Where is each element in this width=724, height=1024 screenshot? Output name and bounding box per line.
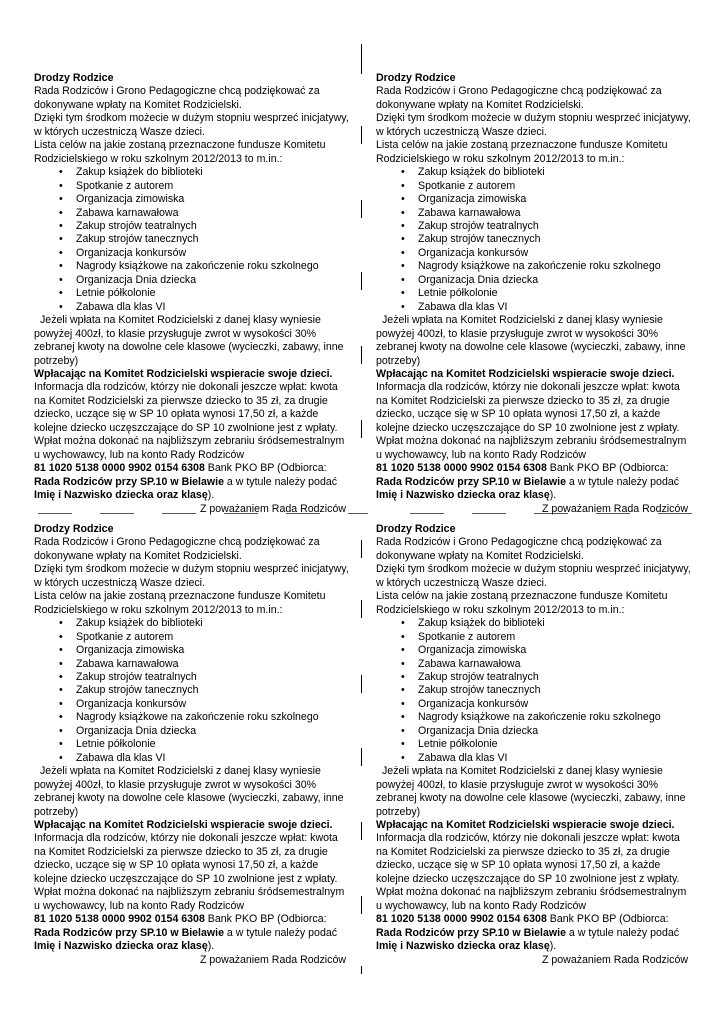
- letter-panel-top-left: [34, 72, 352, 516]
- goals-list-item: • Organizacja konkursów: [34, 247, 352, 260]
- title-end: ).: [549, 489, 557, 502]
- recipient-name: Rada Rodziców przy SP.10 w Bielawie: [376, 475, 566, 488]
- bank-name: Bank PKO BP (Odbiorca:: [204, 462, 327, 475]
- title-instruction: a w tytule należy podać: [565, 475, 680, 488]
- refund-paragraph: Jeżeli wpłata na Komitet Rodzicielski z danej klasy wyniesie powyżej 400zł, to klasie przysługuje zwrot w wysokości 30% zebranej kwoty na dowolne cele klasowe (wycieczki, zabawy, inne potrzeby): [34, 765, 344, 818]
- goals-list-item: • Zabawa dla klas VI: [34, 301, 352, 314]
- goals-list-item: • Zakup strojów tanecznych: [34, 233, 352, 246]
- goals-list: [34, 166, 352, 314]
- letter-greeting: Drodzy Rodzice: [376, 72, 456, 84]
- letter-panel-top-right: [376, 72, 694, 516]
- intro-support: Dzięki tym środkom możecie w dużym stopniu wesprzeć inicjatywy, w których uczestniczą Wasze dzieci.: [34, 112, 349, 138]
- bank-name: Bank PKO BP (Odbiorca:: [204, 913, 327, 926]
- payment-info-text: Informacja dla rodziców, którzy nie dokonali jeszcze wpłat: kwota na Komitet Rodzicielski za pierwsze dziecko to 35 zł, za drugie dziecko, uczące się w SP 10 opłata wynosi 17,50 zł, a każde kolejne dziecko uczęszczające do SP 10 zwolnione jest z wpłaty. Wpłat można dokonać na najbliższym zebraniu śródsemestralnym u wychowawcy, lub na konto Rady Rodziców: [34, 832, 345, 912]
- intro-support: Dzięki tym środkom możecie w dużym stopniu wesprzeć inicjatywy, w których uczestniczą Wasze dzieci.: [376, 563, 691, 589]
- vertical-cut-line-top-5: [361, 346, 362, 364]
- goals-list: [34, 617, 352, 765]
- goals-list-item: • Spotkanie z autorem: [34, 180, 352, 193]
- goals-list-item: • Zakup strojów teatralnych: [376, 220, 694, 233]
- letter-panel-bottom-right: [376, 523, 694, 967]
- payment-info: [34, 381, 352, 502]
- payment-info: [34, 832, 352, 953]
- goals-list-item: • Zabawa karnawałowa: [376, 207, 694, 220]
- goals-list-item: • Spotkanie z autorem: [376, 631, 694, 644]
- bank-account-number: 81 1020 5138 0000 9902 0154 6308: [376, 462, 547, 475]
- goals-list: [376, 617, 694, 765]
- bank-account-number: 81 1020 5138 0000 9902 0154 6308: [376, 913, 547, 926]
- title-requirement: Imię i Nazwisko dziecka oraz klasę: [34, 940, 208, 953]
- intro-thanks: Rada Rodziców i Grono Pedagogiczne chcą podziękować za dokonywane wpłaty na Komitet Rodzicielski.: [376, 536, 662, 562]
- intro-support: Dzięki tym środkom możecie w dużym stopniu wesprzeć inicjatywy, w których uczestniczą Wasze dzieci.: [376, 112, 691, 138]
- title-end: ).: [207, 489, 215, 502]
- goals-list-item: • Zakup strojów teatralnych: [34, 671, 352, 684]
- vertical-cut-line-bottom: [361, 540, 362, 558]
- goals-list-item: • Zakup strojów tanecznych: [376, 684, 694, 697]
- vertical-cut-line-top: [361, 44, 362, 74]
- letter-panel-bottom-left: [34, 523, 352, 967]
- goals-list-item: • Organizacja Dnia dziecka: [376, 274, 694, 287]
- goals-list-item: • Zabawa dla klas VI: [34, 752, 352, 765]
- signature: Z poważaniem Rada Rodziców: [199, 953, 346, 966]
- support-headline: Wpłacając na Komitet Rodzicielski wspieracie swoje dzieci.: [376, 818, 675, 831]
- goals-list-item: • Nagrody książkowe na zakończenie roku szkolnego: [376, 260, 694, 273]
- goals-list-item: • Zakup książek do biblioteki: [376, 617, 694, 630]
- intro-goals: Lista celów na jakie zostaną przeznaczone fundusze Komitetu Rodzicielskiego w roku szkolnym 2012/2013 to m.in.:: [34, 139, 326, 165]
- title-instruction: a w tytule należy podać: [223, 926, 338, 939]
- goals-list-item: • Spotkanie z autorem: [376, 180, 694, 193]
- title-requirement: Imię i Nazwisko dziecka oraz klasę: [376, 489, 550, 502]
- letter-greeting: Drodzy Rodzice: [34, 523, 114, 535]
- goals-list-item: • Letnie półkolonie: [376, 738, 694, 751]
- payment-info-text: Informacja dla rodziców, którzy nie dokonali jeszcze wpłat: kwota na Komitet Rodzicielski za pierwsze dziecko to 35 zł, za drugie dziecko, uczące się w SP 10 opłata wynosi 17,50 zł, a każde kolejne dziecko uczęszczające do SP 10 zwolnione jest z wpłaty. Wpłat można dokonać na najbliższym zebraniu śródsemestralnym u wychowawcy, lub na konto Rady Rodziców: [376, 832, 687, 912]
- goals-list-item: • Zakup strojów tanecznych: [34, 684, 352, 697]
- recipient-name: Rada Rodziców przy SP.10 w Bielawie: [34, 926, 224, 939]
- recipient-name: Rada Rodziców przy SP.10 w Bielawie: [376, 926, 566, 939]
- goals-list-item: • Organizacja Dnia dziecka: [376, 725, 694, 738]
- payment-info-text: Informacja dla rodziców, którzy nie dokonali jeszcze wpłat: kwota na Komitet Rodzicielski za pierwsze dziecko to 35 zł, za drugie dziecko, uczące się w SP 10 opłata wynosi 17,50 zł, a każde kolejne dziecko uczęszczające do SP 10 zwolnione jest z wpłaty. Wpłat można dokonać na najbliższym zebraniu śródsemestralnym u wychowawcy, lub na konto Rady Rodziców: [34, 381, 345, 461]
- intro-support: Dzięki tym środkom możecie w dużym stopniu wesprzeć inicjatywy, w których uczestniczą Wasze dzieci.: [34, 563, 349, 589]
- goals-list-item: • Organizacja konkursów: [34, 698, 352, 711]
- goals-list-item: • Letnie półkolonie: [34, 738, 352, 751]
- vertical-cut-line-bottom-4: [361, 748, 362, 766]
- goals-list-item: • Organizacja zimowiska: [376, 193, 694, 206]
- title-instruction: a w tytule należy podać: [223, 475, 338, 488]
- intro-thanks: Rada Rodziców i Grono Pedagogiczne chcą podziękować za dokonywane wpłaty na Komitet Rodzicielski.: [34, 85, 320, 111]
- goals-list-item: • Zakup strojów teatralnych: [376, 671, 694, 684]
- goals-list-item: • Zakup książek do biblioteki: [376, 166, 694, 179]
- goals-list-item: • Organizacja Dnia dziecka: [34, 725, 352, 738]
- vertical-cut-line-top-4: [361, 272, 362, 290]
- intro-thanks: Rada Rodziców i Grono Pedagogiczne chcą podziękować za dokonywane wpłaty na Komitet Rodzicielski.: [34, 536, 320, 562]
- goals-list-item: • Zabawa karnawałowa: [34, 207, 352, 220]
- signature: Z poważaniem Rada Rodziców: [541, 953, 688, 966]
- refund-paragraph: Jeżeli wpłata na Komitet Rodzicielski z danej klasy wyniesie powyżej 400zł, to klasie przysługuje zwrot w wysokości 30% zebranej kwoty na dowolne cele klasowe (wycieczki, zabawy, inne potrzeby): [376, 765, 686, 818]
- goals-list-item: • Nagrody książkowe na zakończenie roku szkolnego: [34, 711, 352, 724]
- vertical-cut-line-bottom-5: [361, 822, 362, 840]
- goals-list-item: • Nagrody książkowe na zakończenie roku szkolnego: [34, 260, 352, 273]
- goals-list-item: • Organizacja konkursów: [376, 698, 694, 711]
- goals-list-item: • Letnie półkolonie: [34, 287, 352, 300]
- support-headline: Wpłacając na Komitet Rodzicielski wspieracie swoje dzieci.: [376, 367, 675, 380]
- refund-paragraph: Jeżeli wpłata na Komitet Rodzicielski z danej klasy wyniesie powyżej 400zł, to klasie przysługuje zwrot w wysokości 30% zebranej kwoty na dowolne cele klasowe (wycieczki, zabawy, inne potrzeby): [376, 314, 686, 367]
- signature: Z poważaniem Rada Rodziców: [541, 502, 688, 515]
- goals-list-item: • Zakup strojów tanecznych: [376, 233, 694, 246]
- title-end: ).: [207, 940, 215, 953]
- goals-list-item: • Zabawa karnawałowa: [376, 658, 694, 671]
- goals-list-item: • Organizacja Dnia dziecka: [34, 274, 352, 287]
- goals-list-item: • Zakup strojów teatralnych: [34, 220, 352, 233]
- goals-list-item: • Zabawa karnawałowa: [34, 658, 352, 671]
- vertical-cut-line-bottom-2: [361, 600, 362, 618]
- payment-info: [376, 381, 694, 502]
- recipient-name: Rada Rodziców przy SP.10 w Bielawie: [34, 475, 224, 488]
- goals-list-item: • Organizacja zimowiska: [34, 193, 352, 206]
- signature: Z poważaniem Rada Rodziców: [199, 502, 346, 515]
- support-headline: Wpłacając na Komitet Rodzicielski wspieracie swoje dzieci.: [34, 818, 333, 831]
- title-requirement: Imię i Nazwisko dziecka oraz klasę: [376, 940, 550, 953]
- goals-list-item: • Zabawa dla klas VI: [376, 301, 694, 314]
- intro-goals: Lista celów na jakie zostaną przeznaczone fundusze Komitetu Rodzicielskiego w roku szkolnym 2012/2013 to m.in.:: [376, 590, 668, 616]
- payment-info-text: Informacja dla rodziców, którzy nie dokonali jeszcze wpłat: kwota na Komitet Rodzicielski za pierwsze dziecko to 35 zł, za drugie dziecko, uczące się w SP 10 opłata wynosi 17,50 zł, a każde kolejne dziecko uczęszczające do SP 10 zwolnione jest z wpłaty. Wpłat można dokonać na najbliższym zebraniu śródsemestralnym u wychowawcy, lub na konto Rady Rodziców: [376, 381, 687, 461]
- vertical-cut-line-top-3: [361, 200, 362, 218]
- bank-account-number: 81 1020 5138 0000 9902 0154 6308: [34, 462, 205, 475]
- goals-list-item: • Nagrody książkowe na zakończenie roku szkolnego: [376, 711, 694, 724]
- vertical-cut-line-end: [361, 966, 362, 974]
- goals-list-item: • Zakup książek do biblioteki: [34, 166, 352, 179]
- letter-greeting: Drodzy Rodzice: [376, 523, 456, 535]
- vertical-cut-line-top-6: [361, 420, 362, 438]
- payment-info: [376, 832, 694, 953]
- goals-list-item: • Organizacja zimowiska: [34, 644, 352, 657]
- goals-list-item: • Zabawa dla klas VI: [376, 752, 694, 765]
- title-end: ).: [549, 940, 557, 953]
- intro-goals: Lista celów na jakie zostaną przeznaczone fundusze Komitetu Rodzicielskiego w roku szkolnym 2012/2013 to m.in.:: [376, 139, 668, 165]
- bank-name: Bank PKO BP (Odbiorca:: [546, 462, 669, 475]
- letter-greeting: Drodzy Rodzice: [34, 72, 114, 84]
- goals-list: [376, 166, 694, 314]
- vertical-cut-line-bottom-3: [361, 675, 362, 693]
- title-instruction: a w tytule należy podać: [565, 926, 680, 939]
- refund-paragraph: Jeżeli wpłata na Komitet Rodzicielski z danej klasy wyniesie powyżej 400zł, to klasie przysługuje zwrot w wysokości 30% zebranej kwoty na dowolne cele klasowe (wycieczki, zabawy, inne potrzeby): [34, 314, 344, 367]
- support-headline: Wpłacając na Komitet Rodzicielski wspieracie swoje dzieci.: [34, 367, 333, 380]
- bank-account-number: 81 1020 5138 0000 9902 0154 6308: [34, 913, 205, 926]
- goals-list-item: • Organizacja konkursów: [376, 247, 694, 260]
- vertical-cut-line-bottom-6: [361, 896, 362, 914]
- bank-name: Bank PKO BP (Odbiorca:: [546, 913, 669, 926]
- goals-list-item: • Zakup książek do biblioteki: [34, 617, 352, 630]
- goals-list-item: • Letnie półkolonie: [376, 287, 694, 300]
- title-requirement: Imię i Nazwisko dziecka oraz klasę: [34, 489, 208, 502]
- intro-goals: Lista celów na jakie zostaną przeznaczone fundusze Komitetu Rodzicielskiego w roku szkolnym 2012/2013 to m.in.:: [34, 590, 326, 616]
- vertical-cut-line-top-2: [361, 126, 362, 144]
- intro-thanks: Rada Rodziców i Grono Pedagogiczne chcą podziękować za dokonywane wpłaty na Komitet Rodzicielski.: [376, 85, 662, 111]
- goals-list-item: • Spotkanie z autorem: [34, 631, 352, 644]
- goals-list-item: • Organizacja zimowiska: [376, 644, 694, 657]
